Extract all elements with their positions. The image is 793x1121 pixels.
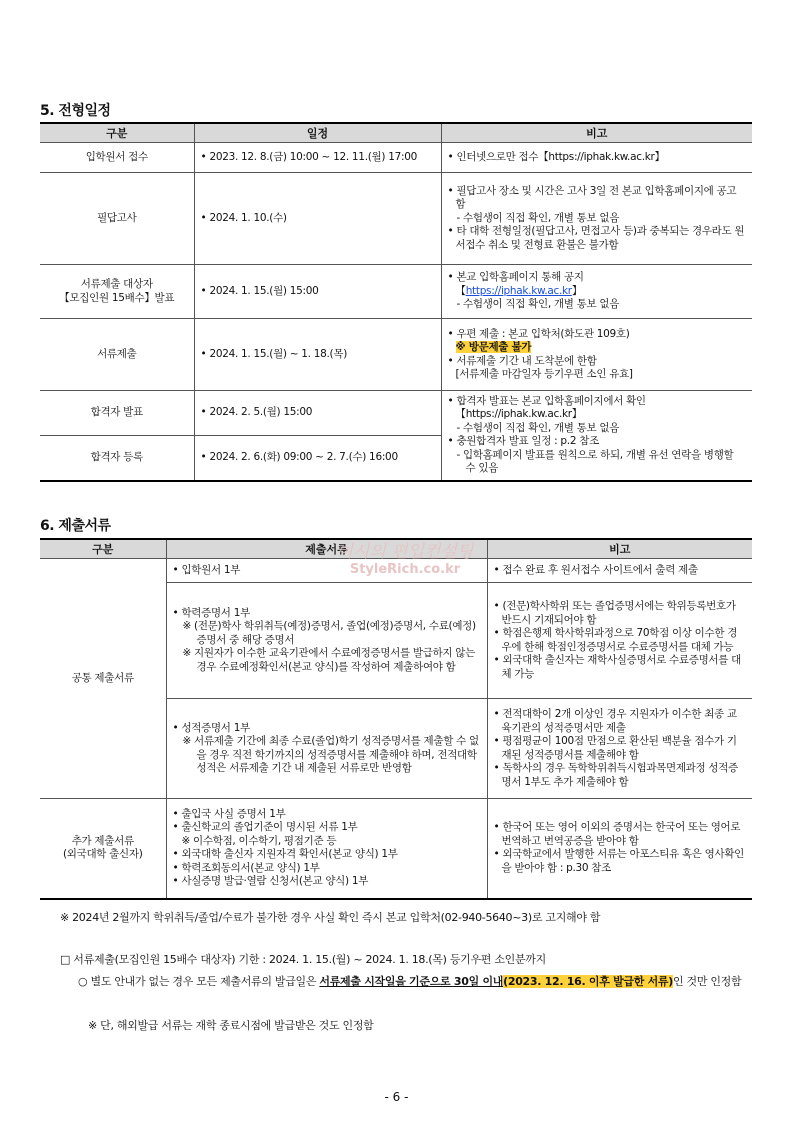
header-remark: 비고 bbox=[487, 539, 752, 559]
section5-title: 5. 전형일정 bbox=[40, 103, 111, 119]
documents-table bbox=[40, 538, 752, 900]
table-row bbox=[40, 143, 752, 173]
row-schedule: • 2024. 2. 5.(월) 15:00 bbox=[194, 391, 441, 436]
row-schedule: • 2023. 12. 8.(금) 10:00 ~ 12. 11.(월) 17:00 bbox=[194, 143, 441, 173]
row-remark: • 우편 제출 : 본교 입학처(화도관 109호) ※ 방문제출 불가 • 서류제출 기간 내 도착분에 한함 [서류제출 마감일자 등기우편 소인 유효] bbox=[441, 319, 752, 391]
row-remark-merged: • 합격자 발표는 본교 입학홈페이지에서 확인 【https://iphak.kw.ac.kr】 - 수험생이 직접 확인, 개별 통보 없음 • 충원합격자 발표 일정 : p.2 참조 - 입학홈페이지 발표를 원칙으로 하되, 개별 유선 연락을 병행할 수 있음 bbox=[441, 391, 752, 481]
common-category: 공통 제출서류 bbox=[40, 559, 166, 799]
overseas-note: ※ 단, 해외발급 서류는 재학 종료시점에 발급받은 것도 인정함 bbox=[88, 1019, 374, 1032]
row-documents: • 입학원서 1부 bbox=[166, 559, 487, 583]
table-row bbox=[40, 319, 752, 391]
row-remark: • 전적대학이 2개 이상인 경우 지원자가 이수한 최종 교육기관의 성적증명서만 제출 • 평점평균이 100점 만점으로 환산된 백분율 점수가 기재된 성적증명서를 제출해야 함 • 독학사의 경우 독학학위취득시험과목면제과정 성적증명서 1부도 추가 제출해야 함 bbox=[487, 699, 752, 799]
table-row bbox=[40, 799, 752, 899]
row-remark: • 한국어 또는 영어 이외의 증명서는 한국어 또는 영어로 번역하고 번역공증을 받아야 함 • 외국학교에서 발행한 서류는 아포스티유 혹은 영사확인을 받아야 함 : p.30 참조 bbox=[487, 799, 752, 899]
row-remark: • 본교 입학홈페이지 통해 공지 【https://iphak.kw.ac.kr】 - 수험생이 직접 확인, 개별 통보 없음 bbox=[441, 265, 752, 319]
row-category: 서류제출 bbox=[40, 319, 194, 391]
section6-title: 6. 제출서류 bbox=[40, 518, 111, 534]
extra-category: 추가 제출서류 (외국대학 출신자) bbox=[40, 799, 166, 899]
row-schedule: • 2024. 1. 10.(수) bbox=[194, 173, 441, 265]
row-documents: • 출입국 사실 증명서 1부 • 출신학교의 졸업기준이 명시된 서류 1부 ※ 이수학점, 이수학기, 평점기준 등 • 외국대학 출신자 지원자격 확인서(본교 양식) 1부 • 학력조회동의서(본교 양식) 1부 • 사실증명 발급·열람 신청서(본교 양식) 1부 bbox=[166, 799, 487, 899]
row-remark: • 필답고사 장소 및 시간은 고사 3일 전 본교 입학홈페이지에 공고함 - 수험생이 직접 확인, 개별 통보 없음 • 타 대학 전형일정(필답고사, 면접고사 등)과 중복되는 경우라도 원서접수 취소 및 전형료 환불은 불가함 bbox=[441, 173, 752, 265]
header-schedule: 일정 bbox=[194, 123, 441, 143]
row-category: 합격자 등록 bbox=[40, 436, 194, 481]
row-remark: • 인터넷으로만 접수【https://iphak.kw.ac.kr】 bbox=[441, 143, 752, 173]
table-row bbox=[40, 559, 752, 583]
header-category: 구분 bbox=[40, 539, 166, 559]
header-documents: 제출서류 bbox=[166, 539, 487, 559]
row-documents: • 성적증명서 1부 ※ 서류제출 기간에 최종 수료(졸업)학기 성적증명서를 제출할 수 없을 경우 직전 학기까지의 성적증명서를 제출해야 하며, 전적대학 성적은 서류제출 기간 내 제출된 서류로만 반영함 bbox=[166, 699, 487, 799]
schedule-table bbox=[40, 122, 752, 482]
deadline-line: □ 서류제출(모집인원 15배수 대상자) 기한 : 2024. 1. 15.(월) ~ 2024. 1. 18.(목) 등기우편 소인분까지 bbox=[60, 953, 546, 966]
row-remark: • 접수 완료 후 원서접수 사이트에서 출력 제출 bbox=[487, 559, 752, 583]
row-documents: • 학력증명서 1부 ※ (전문)학사 학위취득(예정)증명서, 졸업(예정)증명서, 수료(예정)증명서 중 해당 증명서 ※ 지원자가 이수한 교육기관에서 수료예정증명서를 발급하지 않는 경우 수료예정확인서(본교 양식)를 작성하여 제출하여야 함 bbox=[166, 583, 487, 699]
table-row bbox=[40, 391, 752, 436]
degree-notice: ※ 2024년 2월까지 학위취득/졸업/수료가 불가한 경우 사실 확인 즉시 본교 입학처(02-940-5640~3)로 고지해야 함 bbox=[60, 911, 601, 924]
row-schedule: • 2024. 1. 15.(월) 15:00 bbox=[194, 265, 441, 319]
issue-date-rule: ○ 별도 안내가 없는 경우 모든 제출서류의 발급일은 서류제출 시작일을 기준으로 30일 이내(2023. 12. 16. 이후 발급한 서류)인 것만 인정함 bbox=[78, 975, 742, 988]
homepage-link[interactable]: https://iphak.kw.ac.kr bbox=[465, 284, 572, 297]
row-category: 필답고사 bbox=[40, 173, 194, 265]
row-schedule: • 2024. 2. 6.(화) 09:00 ~ 2. 7.(수) 16:00 bbox=[194, 436, 441, 481]
row-category: 입학원서 접수 bbox=[40, 143, 194, 173]
row-schedule: • 2024. 1. 15.(월) ~ 1. 18.(목) bbox=[194, 319, 441, 391]
row-category: 합격자 발표 bbox=[40, 391, 194, 436]
row-category: 서류제출 대상자 【모집인원 15배수】발표 bbox=[40, 265, 194, 319]
table-header-row bbox=[40, 123, 752, 143]
table-row bbox=[40, 265, 752, 319]
watermark: 이시의 편입컨설팅 StyleRich.co.kr bbox=[336, 542, 474, 577]
highlight-no-visit: ※ 방문제출 불가 bbox=[455, 341, 532, 353]
row-remark: • (전문)학사학위 또는 졸업증명서에는 학위등록번호가 반드시 기재되어야 함 • 학점은행제 학사학위과정으로 70학점 이상 이수한 경우에 한해 학점인정증명서로 수료증명서를 대체 가능 • 외국대학 출신자는 재학사실증명서로 수료증명서를 대체 가능 bbox=[487, 583, 752, 699]
header-category: 구분 bbox=[40, 123, 194, 143]
table-header-row bbox=[40, 539, 752, 559]
table-row bbox=[40, 173, 752, 265]
page-number: - 6 - bbox=[384, 1090, 409, 1104]
header-remark: 비고 bbox=[441, 123, 752, 143]
